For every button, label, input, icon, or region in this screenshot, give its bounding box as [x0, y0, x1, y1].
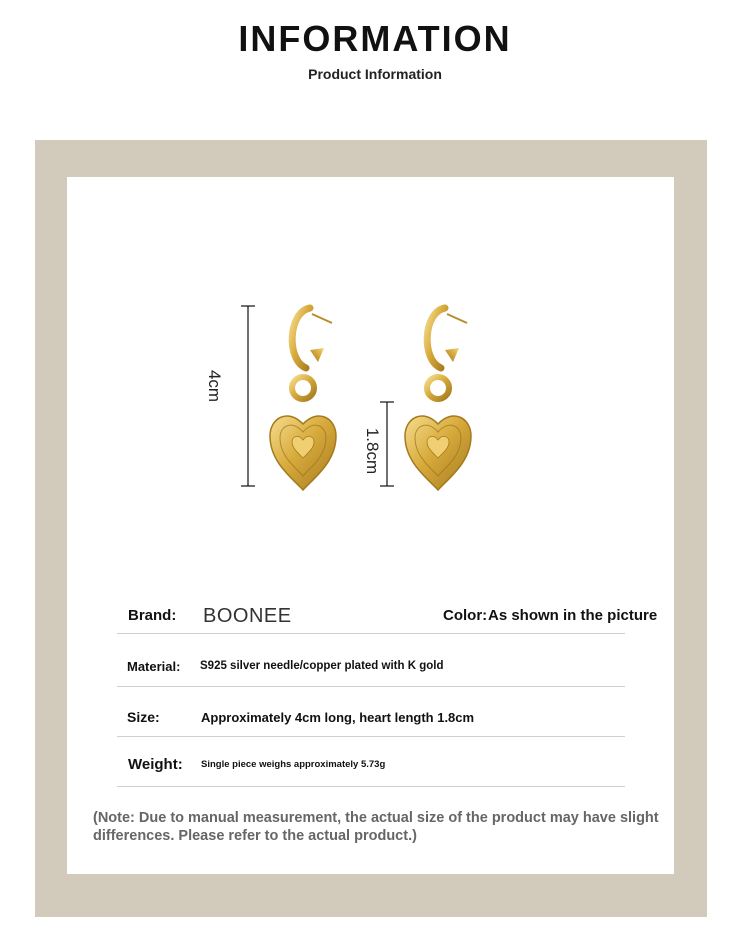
- divider-1: [117, 633, 625, 634]
- page-subtitle: Product Information: [308, 66, 442, 82]
- size-value: Approximately 4cm long, heart length 1.8cm: [201, 710, 475, 725]
- color-label: Color:: [443, 607, 488, 624]
- note-line-2: differences. Please refer to the actual product.): [93, 828, 417, 844]
- measurement-note: [93, 809, 673, 845]
- weight-value: Single piece weighs approximately 5.73g: [201, 759, 386, 770]
- weight-label: Weight:: [128, 756, 183, 773]
- divider-2: [117, 686, 625, 687]
- dimension-label-heart: 1.8cm: [363, 427, 383, 475]
- brand-value: BOONEE: [203, 605, 292, 627]
- note-line-1: (Note: Due to manual measurement, the actual size of the product may have slight: [93, 810, 659, 826]
- divider-3: [117, 736, 625, 737]
- earrings-image: [200, 290, 500, 520]
- right-earring: [405, 308, 471, 490]
- dimension-label-total: 4cm: [205, 369, 225, 403]
- brand-label: Brand:: [128, 607, 177, 624]
- size-label: Size:: [127, 709, 160, 725]
- page-title: INFORMATION: [238, 18, 512, 59]
- dimension-bar-total: [241, 306, 255, 486]
- divider-4: [117, 786, 625, 787]
- color-value: As shown in the picture: [488, 607, 658, 624]
- left-earring: [270, 308, 336, 490]
- material-value: S925 silver needle/copper plated with K gold: [200, 660, 444, 672]
- material-label: Material:: [127, 659, 181, 674]
